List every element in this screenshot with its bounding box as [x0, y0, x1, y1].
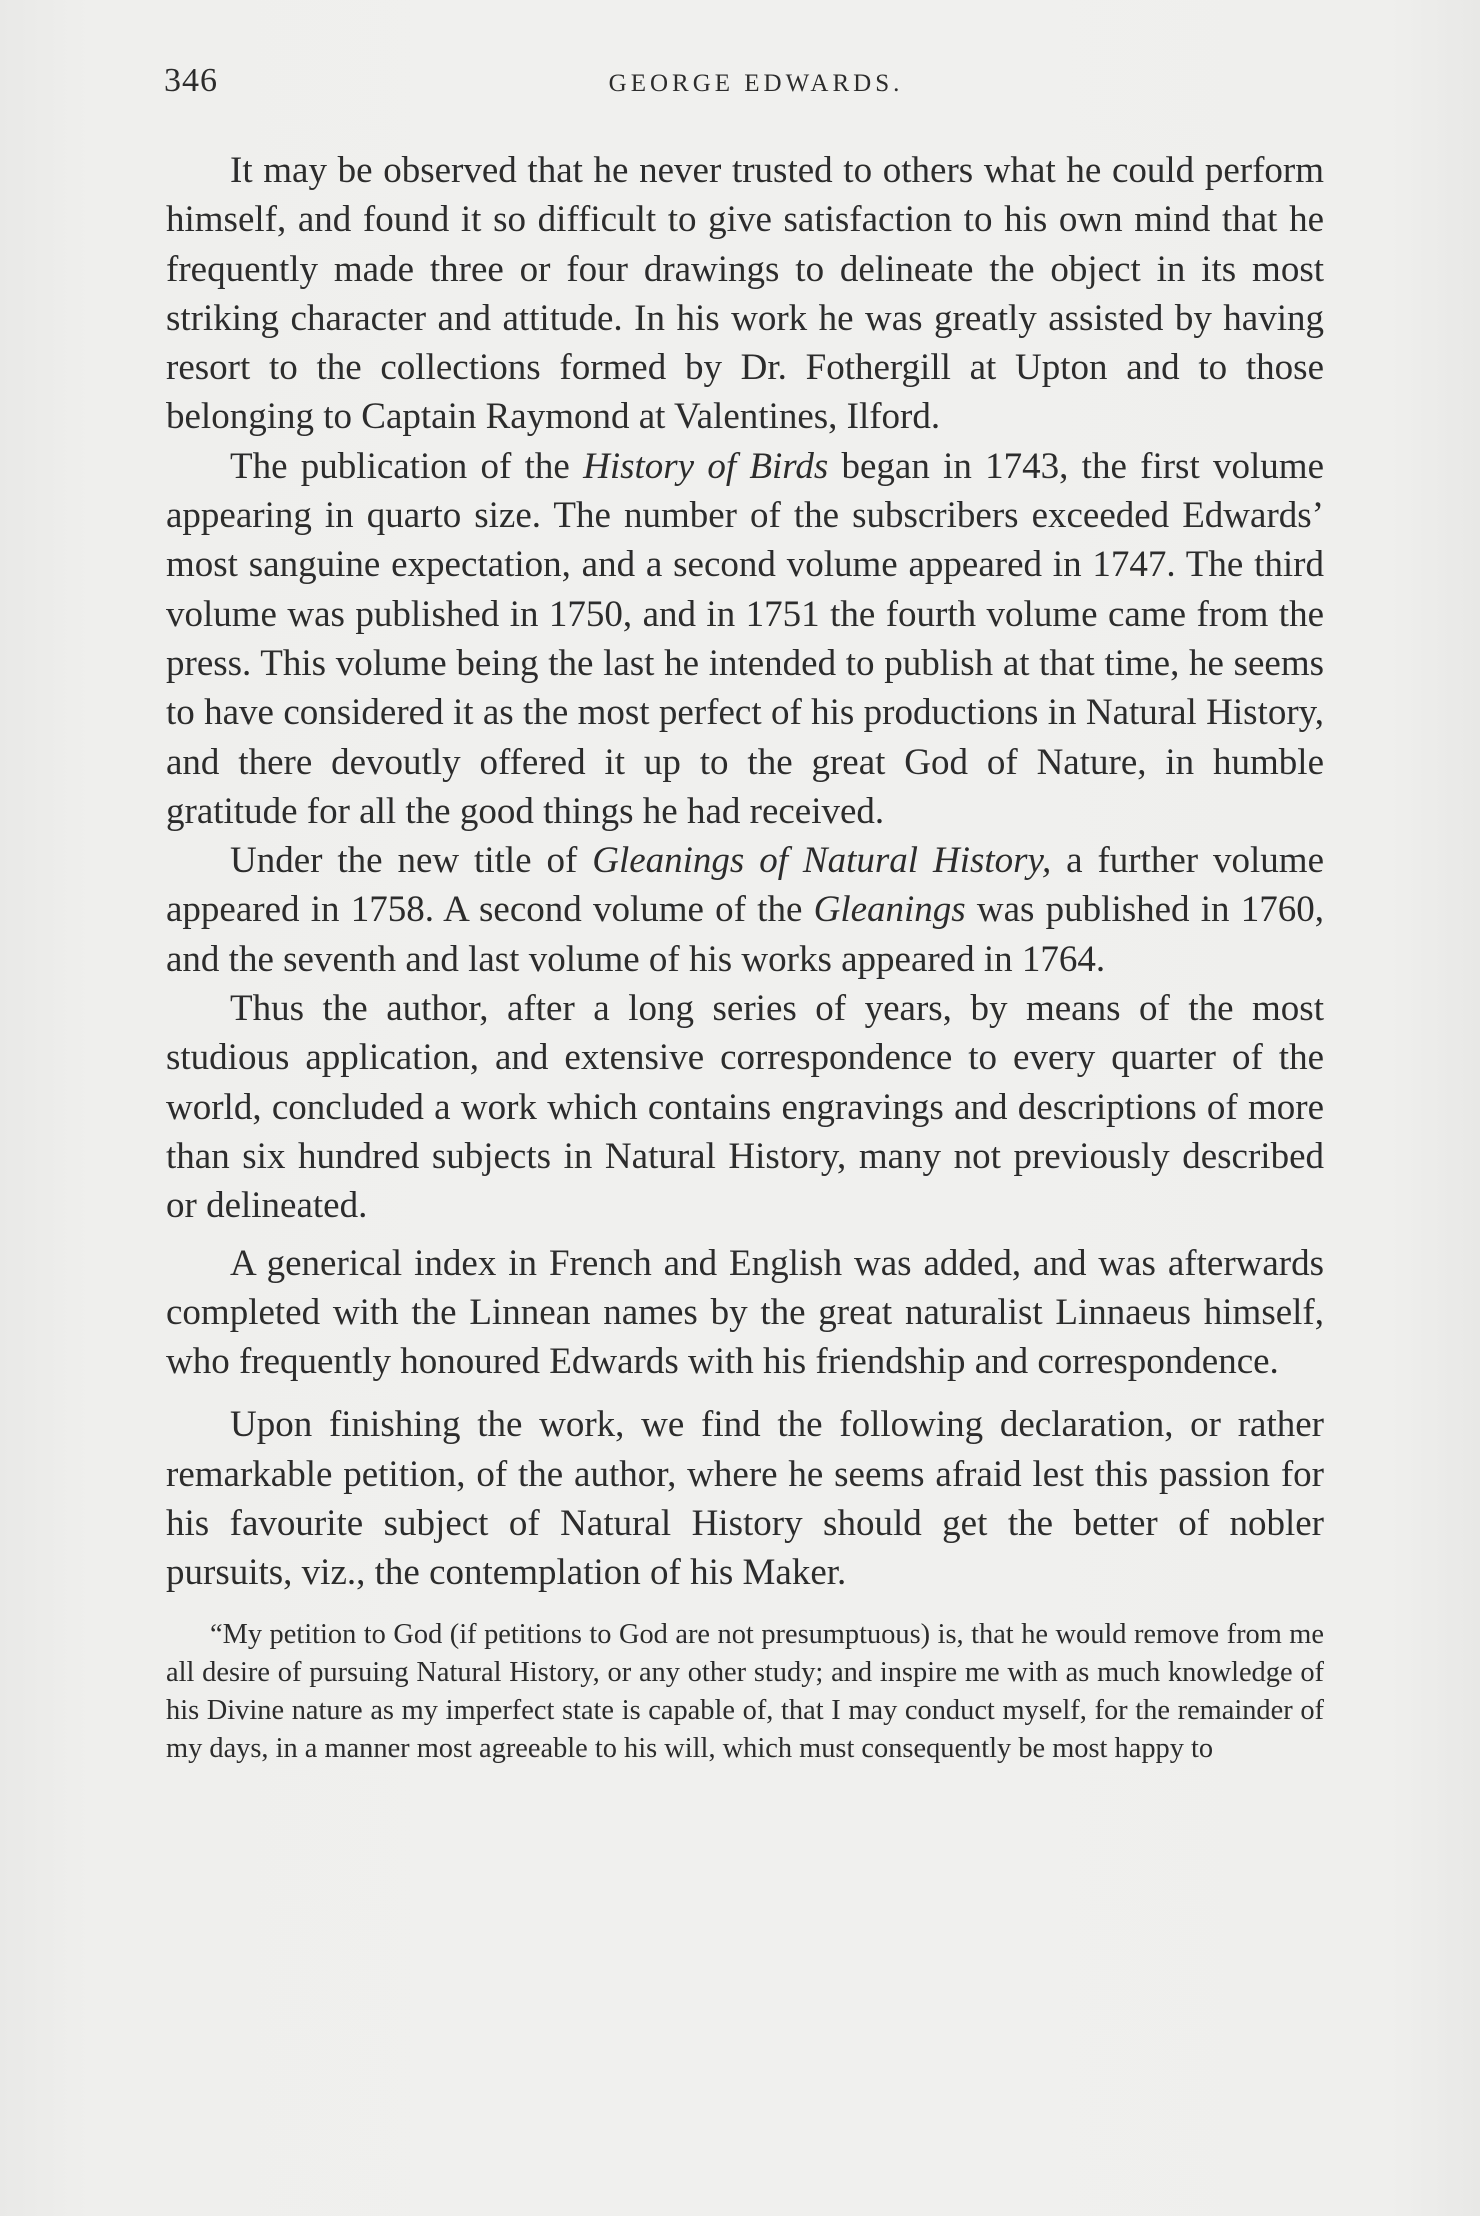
- paragraph-2: [166, 442, 1324, 836]
- paragraph-6-text: Upon finishing the work, we find the following declaration, or rather remarkable petition, of the author, where he seems afraid lest this passion for his favourite subject of Natural History should get the better of nobler pursuits, viz., the contemplation of his Maker.: [166, 1404, 1324, 1594]
- paragraph-3-text-c: was published in 1760, and the seventh and last volume of his works appeared in 1764.: [166, 889, 1324, 980]
- block-quote: “My petition to God (if petitions to God are not presumptuous) is, that he would remove from me all desire of pursuing Natural History, or any other study; and inspire me with as much knowledge of his Divine nature as my imperfect state is capable of, that I may conduct myself, for the remainder of my days, in a manner most agreeable to his will, which must consequently be most happy to: [166, 1618, 1324, 1764]
- paragraph-3-text-a: Under the new title of: [230, 840, 593, 882]
- running-title: GEORGE EDWARDS.: [608, 70, 904, 97]
- page-number: 346: [164, 62, 218, 99]
- paragraph-3: [166, 836, 1324, 984]
- paragraph-1: [166, 146, 1324, 442]
- paragraph-2-text-a: The publication of the: [230, 445, 584, 487]
- book-title-gleanings-of-natural-history: Gleanings of Natural History,: [592, 840, 1052, 882]
- paragraph-1-text: It may be observed that he never trusted to others what he could perform himself, and found it so difficult to give satisfaction to his own mind that he frequently made three or four drawings to delineate the object in its most striking character and attitude. In his work he was greatly assisted by having resort to the collections formed by Dr. Fothergill at Upton and to those belonging to Captain Raymond at Valentines, Ilford.: [166, 150, 1324, 438]
- paragraph-6: [166, 1400, 1324, 1597]
- paragraph-5: [166, 1239, 1324, 1387]
- body-text: [166, 146, 1324, 1768]
- paragraph-4: [166, 984, 1324, 1230]
- book-title-history-of-birds: History of Birds: [583, 445, 829, 487]
- paragraph-4-text: Thus the author, after a long series of years, by means of the most studious application, and extensive correspondence to every quarter of the world, concluded a work which contains engravings and descriptions of more than six hundred subjects in Natural History, many not previously described or delineated.: [166, 988, 1324, 1227]
- book-title-gleanings: Gleanings: [813, 889, 966, 931]
- paragraph-5-text: A generical index in French and English was added, and was afterwards completed with the Linnean names by the great naturalist Linnaeus himself, who frequently honoured Edwards with his friendship and correspondence.: [166, 1242, 1324, 1383]
- paragraph-3-text-b: a further volume appeared in 1758. A second volume of the: [166, 840, 1325, 931]
- running-head: [164, 62, 1324, 106]
- paragraph-2-text-b: began in 1743, the first volume appearing in quarto size. The number of the subscribers exceeded Edwards’ most sanguine expectation, and a second volume appeared in 1747. The third volume was published in 1750, and in 1751 the fourth volume came from the press. This volume being the last he intended to publish at that time, he seems to have considered it as the most perfect of his productions in Natural History, and there devoutly offered it up to the great God of Nature, in humble gratitude for all the good things he had received.: [166, 445, 1324, 832]
